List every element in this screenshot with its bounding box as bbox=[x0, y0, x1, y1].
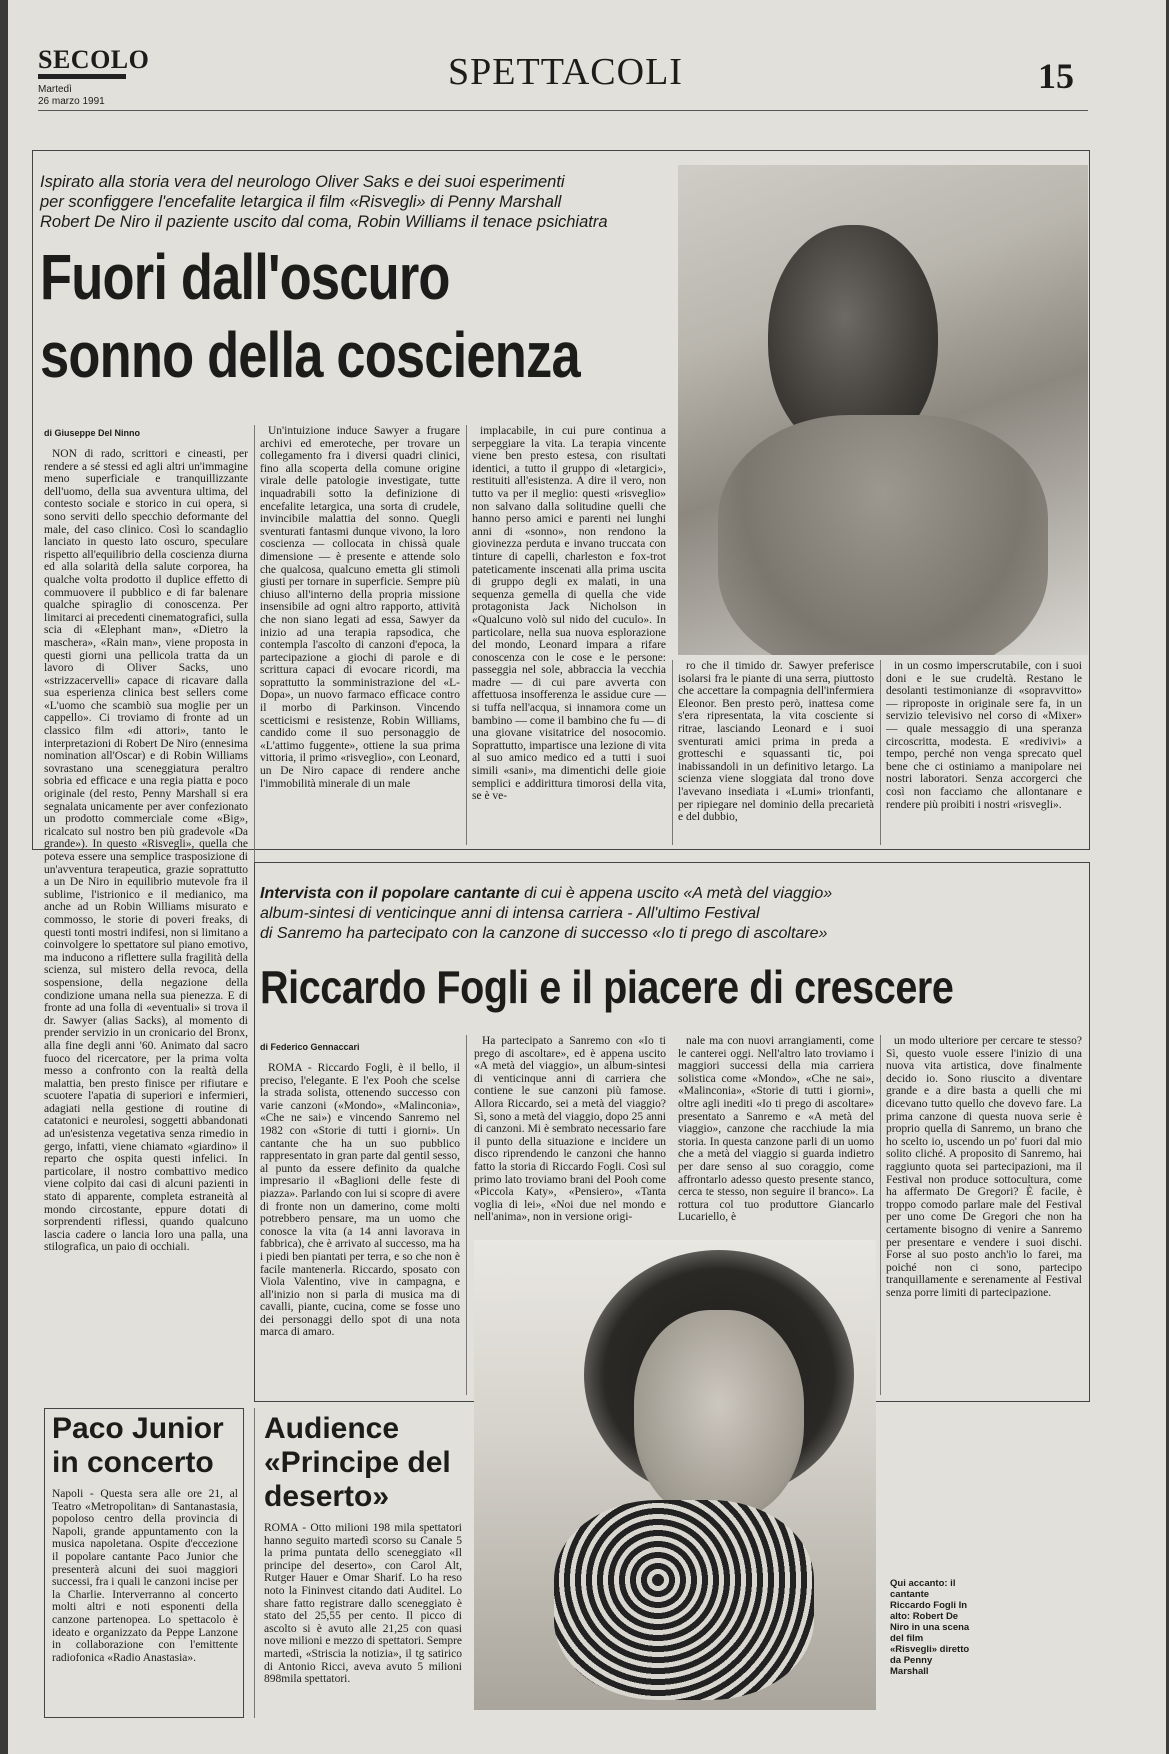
short2-body: ROMA - Otto milioni 198 mila spettatori hanno seguito martedì scorso su Canale 5 la prima puntata dello sceneggiato «Il principe del deserto», con Carol Alt, Rutger Hauer e Omar Sharif. Lo ha reso noto la Fininvest citando dati Auditel. Lo share fatto registrare dallo sceneggiato è stato del 25,55 per cento. Il picco di ascolto si è avuto alle 21,25 con quasi nove milioni e mezzo di spettatori. Sempre martedì, «Striscia la notizia», il tg satirico di Antonio Ricci, aveva avuto 5 milioni 898mila spettatori. bbox=[264, 1522, 462, 1686]
article1-col2 bbox=[260, 425, 460, 847]
article2-deck-rest: di cui è appena uscito «A metà del viaggio» bbox=[519, 885, 833, 902]
article1-deck-line1: Ispirato alla storia vera del neurologo Oliver Saks e dei suoi esperimenti bbox=[40, 173, 565, 191]
article1-col1-text: NON di rado, scrittori e cineasti, per rendere a sé stessi ed agli altri un'immagine meno superficiale e tranquillizzante dell'uomo, della sua avventura ultima, del contesto sociale e storico in cui opera, si sono serviti dello specchio deformante del male, del caso clinico. Così lo scandaglio lanciato in questo lato oscuro, speculare rispetto all'equilibrio della coscienza diurna ed alla solarità della salute corporea, ha qualche volta prodotto il duplice effetto di commuovere il pubblico e di far balenare qualche spiraglio di conoscenza. Per limitarci ai precedenti cinematografici, sulla scia di «Elephant man», «Dietro la maschera», «Rain man», viene proposta in questi giorni una pellicola tratta da un lavoro di Oliver Sacks, uno «strizzacervelli» capace di ricavare dalla sua esperienza clinica best sellers come «L'uomo che scambiò sua moglie per un cappello». Ci troviamo di fronte ad un classico film «di attori», tanto le interpretazioni di Robert De Niro (ennesima nomination all'Oscar) e di Robin Williams sovrastano una sceneggiatura peraltro sobria ed efficace e una regia piatta e poco originale (del resto, Penny Marshall si era segnalata unicamente per aver confezionato un prodotto commerciale come «Big», ricalcato sul nostro ben più gradevole «Da grande»). In questo «Risvegli», quella che poteva essere una semplice trasposizione di un'avventura terapeutica, grazie soprattutto a un De Niro in equilibrio mutevole fra il sublime, l'istrionico e il medianico, ma anche ad un Robin Williams misurato e commosso, le storie di poveri freaks, di questi tonti mostri indifesi, non si limitano a coinvolgere lo spettatore sul piano emotivo, ma inducono a riflettere sulla fragilità della scienza, sul mistero della revoca, della sospensione, della negazione della condizione umana nella sua pienezza. E di fronte ad una folla di «eventuali» si trova il dr. Sawyer (alias Sacks), al momento di prender servizio in un cronicario del Bronx, alla fine degli anni '60. Animato dal sacro fuoco del ricercatore, per la prima volta messo a confronto con la realtà della malattia, ben presto finisce per rifiutare e scuotere l'apatia di superiori e infermieri, adagiati nella gestione di routine di catatonici e neurolesi, soggetti abbandonati ad un'esistenza vegetativa senza rimedio in gergo, infatti, viene chiamato «giardino» il reparto che ospita questi infelici. In particolare, il nostro combattivo medico viene colpito dai casi di alcuni pazienti in stato di apparente, completa estraneità al mondo circostante, eppure dotati di sorprendenti riflessi, quando qualcuno lascia cadere o lancia loro una palla, una stilografica, un paio di occhiali. bbox=[44, 448, 248, 1254]
article1-deck bbox=[40, 172, 660, 232]
article2-col1 bbox=[260, 1062, 460, 1392]
article2-col4 bbox=[886, 1035, 1082, 1395]
masthead-date bbox=[38, 84, 105, 108]
article1-col3 bbox=[472, 425, 666, 847]
photo-fogli-face bbox=[634, 1310, 804, 1520]
masthead-logo: SECOLO bbox=[38, 45, 150, 74]
article2-col4-text: un modo ulteriore per cercare te stesso? Sì, questo vuole essere l'inizio di una nuova vita artistica, dove finalmente decido io. Sono riuscito a diventare grande e a dire basta a quelli che mi dicevano tutto quello che dovevo fare. La prima canzone di questa nuova serie è proprio quella di Sanremo, un brano che ho scelto io, uscendo un po' fuori dal mio solito cliché. A proposito di Sanremo, hai raggiunto quota sei partecipazioni, ma il Festival non produce sottocultura, come ha affermato De Gregori? È facile, è troppo comodo parlare male del Festival per uno come De Gregori che non ha certamente bisogno di venire a Sanremo per presentare e vendere i suoi dischi. Forse al suo posto anch'io lo farei, ma poiché non ci sono, partecipo tranquillamente e serenamente al Festival senza porre limiti di partecipazione. bbox=[886, 1035, 1082, 1299]
article1-col5-text: in un cosmo imperscrutabile, con i suoi doni e le sue crudeltà. Restano le desolanti testimonianze di «sopravvitto» — riproposte in originale sere fa, in un servizio televisivo nel corso di «Mixer» — quale messaggio di una speranza circoscritta, modesta. E «redivivi» a tempo, perché non venga sprecato quel bene che ci ostiniamo a manipolare nei nostri laboratori. Senza accorgerci che così non facciamo che allontanare e rendere più proibiti i nostri «risvegli». bbox=[886, 660, 1082, 811]
article1-headline-line1: Fuori dall'oscuro bbox=[40, 241, 450, 313]
article2-col1-text: ROMA - Riccardo Fogli, è il bello, il preciso, l'elegante. E l'ex Pooh che scelse la strada solista, ottenendo successo con varie canzoni («Mondo», «Malinconia», «Che ne sai») e vincendo Sanremo nel 1982 con «Storie di tutti i giorni». Un cantante che ha un suo pubblico rappresentato in gran parte dal gentil sesso, al punto da essere definito da qualche impresario il «Baglioni delle feste di piazza». Parlando con lui si scopre di avere di fronte non un damerino, come molti potrebbero pensare, ma un uomo che conosce la vita (a 14 anni lavorava in fabbrica), che è arrivato al successo, ma ha i piedi ben piantati per terra, e so che non è facile mantenerla. Riccardo, sposato con Viola Valentino, vive in campagna, e all'inizio non si parla di musica ma di cavalli, piante, cucina, come se fosse uno dei personaggi dello spot di una nota marca di amaro. bbox=[260, 1062, 460, 1339]
short1-body: Napoli - Questa sera alle ore 21, al Teatro «Metropolitan» di Santanastasia, popoloso centro della provincia di Napoli, grande appuntamento con la musica napoletana. Ospite d'eccezione il popolare cantante Paco Junior che presenterà alcuni dei suoi maggiori successi, fra i quali le canzoni incise per la Charlie. Interverranno al concerto molti altri e noti esponenti della canzone partenopea. Lo spettacolo è ideato e organizzato da Peppe Lanzone in collaborazione con l'emittente radiofonica «Radio Anastasia». bbox=[52, 1488, 238, 1664]
photo-de-niro bbox=[678, 165, 1088, 655]
article1-col5 bbox=[886, 660, 1082, 832]
article2-deck-bold: Intervista con il popolare cantante bbox=[260, 885, 520, 902]
article2-deck bbox=[260, 884, 880, 944]
article1-col4-text: ro che il timido dr. Sawyer preferisce isolarsi fra le piante di una serra, piuttosto che accettare la compagnia dell'infermiera Eleonor. Ben presto però, inattesa come s'era ripresentata, la vita cosciente si ritrae, lasciando Leonard e i suoi sventurati amici prima in preda a grotteschi e squassanti tic, poi inabissandoli in un definitivo letargo. La scienza viene sloggiata dal trono dove l'avevano insediata i «Lumi» trionfanti, per ripiegare nel dominio della precarietà e del dubbio, bbox=[678, 660, 874, 824]
photo-fogli-scarf bbox=[554, 1500, 814, 1700]
article1-headline bbox=[40, 238, 663, 394]
article2-deck-line3: di Sanremo ha partecipato con la canzone di successo «Io ti prego di ascoltare» bbox=[260, 925, 828, 942]
article1-headline-line2: sonno della coscienza bbox=[40, 319, 580, 391]
article2-col2 bbox=[474, 1035, 666, 1231]
article1-deck-line3: Robert De Niro il paziente uscito dal coma, Robin Williams il tenace psichiatra bbox=[40, 213, 608, 231]
article2-col2-text: Ha partecipato a Sanremo con «Io ti prego di ascoltare», ed è appena uscito «A metà del viaggio», un album-sintesi di venticinque anni di carriera che contiene le sue canzoni più famose. Allora Riccardo, sei a metà del viaggio? Sì, sono a metà del viaggio, dopo 25 anni di canzoni. Mi è sembrato necessario fare il punto della situazione e incidere un disco riprendendo le canzoni che hanno fatto la storia di Riccardo Fogli. Così sul primo lato troviamo brani del Pooh come «Piccola Katy», «Pensiero», «Tanta voglia di lei», «Noi due nel mondo e nell'anima», non in versione origi- bbox=[474, 1035, 666, 1224]
article2-byline: di Federico Gennaccari bbox=[260, 1042, 360, 1052]
masthead-day: Martedì bbox=[38, 84, 72, 95]
article1-col2-text: Un'intuizione induce Sawyer a frugare archivi ed emeroteche, per trovare un collegamento fra i diversi quadri clinici, fino alla scoperta della comune origine virale delle patologie investigate, tutte inquadrabili sotto la definizione di encefalite letargica, una sorta di crudele, invincibile malattia del sonno. Quegli sventurati fantasmi dunque vivono, la loro coscienza — collocata in chissà quale dimensione — è presente e attende solo che qualcosa, qualcuno emetta gli stimoli giusti per tornare in superficie. Sempre più chiuso all'interno della propria missione insensibile ad ogni altro rapporto, attività che non siano legati ad essa, Sawyer da inizio ad una terapia rapsodica, che contempla l'ascolto di canzoni d'epoca, la partecipazione a giochi di parole e di scrittura capaci di evocare ricordi, ma soprattutto la somministrazione del «L-Dopa», un nuovo farmaco efficace contro il morbo di Parkinson. Vincendo scetticismi e resistenze, Robin Williams, candido come il suo personaggio de «L'attimo fuggente», ottiene la sua prima vittoria, il primo «risveglio», con Leonard, un De Niro capace di rendere anche l'immobilità minerale di un male bbox=[260, 425, 460, 790]
header-rule bbox=[38, 110, 1088, 111]
article2-col3 bbox=[678, 1035, 874, 1231]
column-rule bbox=[672, 660, 673, 845]
masthead-rule bbox=[38, 74, 126, 79]
column-rule bbox=[466, 1035, 467, 1395]
photo-de-niro-body bbox=[718, 415, 1048, 655]
short1-headline: Paco Junior in concerto bbox=[52, 1412, 224, 1479]
article2-deck-line2: album-sintesi di venticinque anni di intensa carriera - All'ultimo Festival bbox=[260, 905, 760, 922]
photo-caption: Qui accanto: il cantante Riccardo Fogli In alto: Robert De Niro in una scena del film «Risvegli» diretto da Penny Marshall bbox=[890, 1578, 970, 1677]
masthead-date-text: 26 marzo 1991 bbox=[38, 96, 105, 107]
page-number: 15 bbox=[1038, 56, 1074, 96]
section-title: SPETTACOLI bbox=[448, 51, 683, 93]
column-rule bbox=[466, 425, 467, 845]
column-rule bbox=[880, 660, 881, 845]
short2-headline: Audience «Principe del deserto» bbox=[264, 1412, 451, 1513]
article1-col1 bbox=[44, 448, 248, 1378]
article2-deck-line1 bbox=[260, 884, 880, 904]
photo-riccardo-fogli bbox=[474, 1240, 876, 1710]
article1-deck-line2: per sconfiggere l'encefalite letargica il film «Risvegli» di Penny Marshall bbox=[40, 193, 562, 211]
newspaper-page bbox=[8, 0, 1166, 1754]
article2-headline: Riccardo Fogli e il piacere di crescere bbox=[260, 961, 954, 1013]
column-rule bbox=[254, 1408, 255, 1718]
article1-col3-text: implacabile, in cui pure continua a serpeggiare la vita. La terapia vincente viene ben presto estesa, con risultati identici, a tutto il gruppo di «letargici», restituiti all'esistenza. A dire il vero, non tutto va per il meglio: questi «risveglio» non salvano dalla solitudine quelli che hanno perso amici e parenti nei lunghi anni di «sonno», non rendono la giovinezza perduta e invano truccata con tinture di capelli, charleston e fox-trot pateticamente inscenati alla prima uscita di gruppo degli ex malati, in una sequenza gemella di quella che vide protagonista Jack Nicholson in «Qualcuno volò sul nido del cuculo». In particolare, nella sua nuova esplorazione del mondo, Leonard impara a rifare conoscenza con le cose e le persone: passeggia nel sole, abbraccia la vecchia madre — di cui pare avverta con affettuosa insofferenza le assidue cure — si tuffa nell'acqua, si innamora come un bambino — come il bambino che fu — di una giovane visitatrice del nosocomio. Soprattutto, impartisce una lezione di vita al suo amico medico ed a tutti i suoi simili «sani», ma dimentichi delle gioie semplici e addirittura timorosi della vita, se è ve- bbox=[472, 425, 666, 803]
article2-col3-text: nale ma con nuovi arrangiamenti, come le canterei oggi. Nell'altro lato troviamo i maggiori successi della mia carriera solistica come «Mondo», «Che ne sai», «Malinconia», «Storie di tutti i giorni», oltre agli inediti «Io ti prego di ascoltare» presentato a Sanremo e «A metà del viaggio», canzone che racchiude la mia storia. In questa canzone parli di un uomo che a metà del viaggio si guarda indietro per dare senso al suo coraggio, come affrontarlo adesso questo presente stanco, cerca te stesso, non seguire il branco». La rottura col tuo produttore Giancarlo Lucariello, è bbox=[678, 1035, 874, 1224]
article1-col4 bbox=[678, 660, 874, 832]
column-rule bbox=[880, 1035, 881, 1395]
article1-byline: di Giuseppe Del Ninno bbox=[44, 428, 141, 438]
